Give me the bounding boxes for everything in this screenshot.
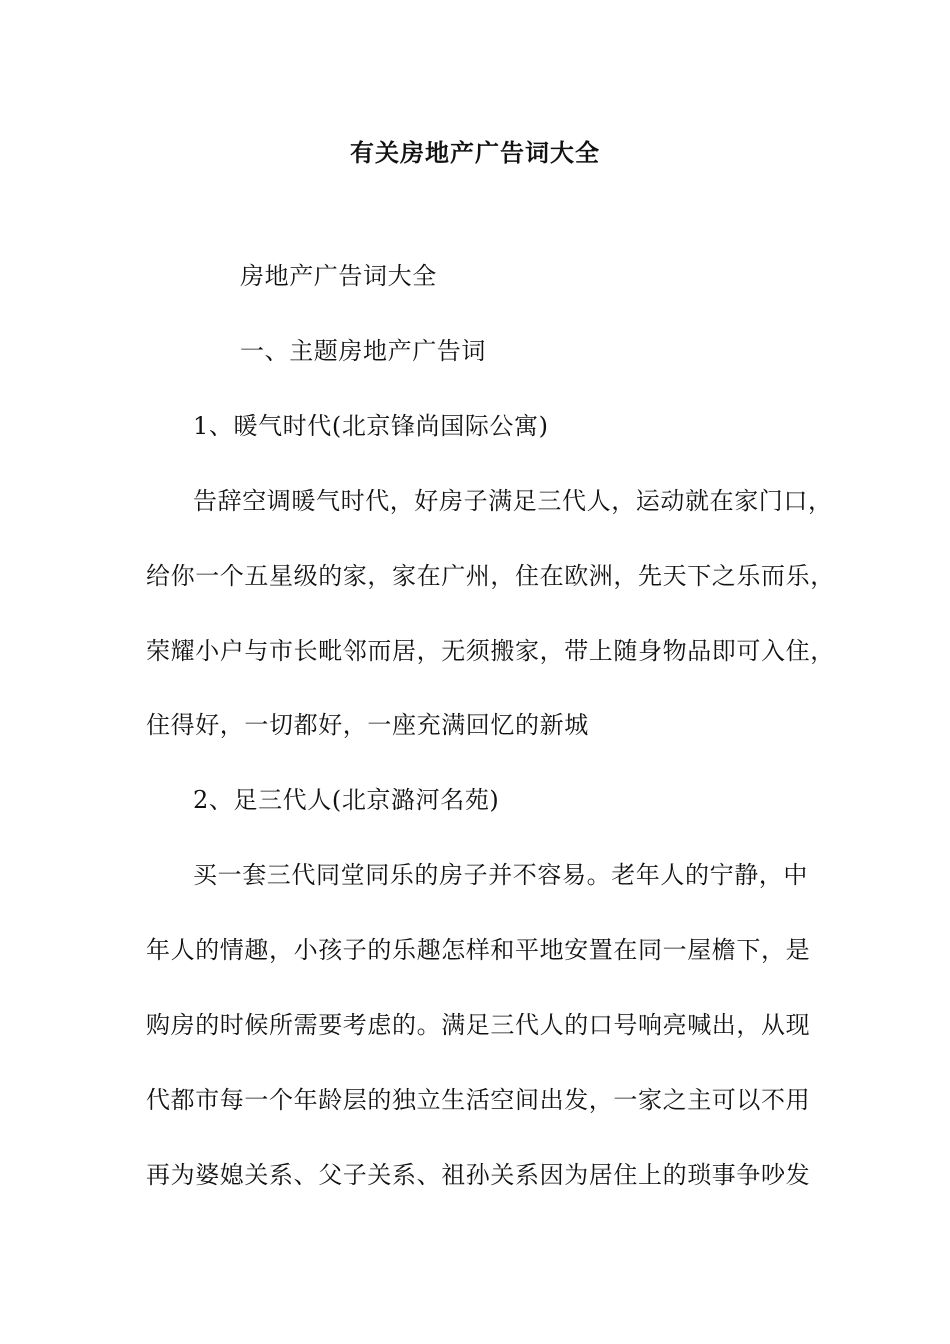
paragraph-line: 再为婆媳关系、父子关系、祖孙关系因为居住上的琐事争吵发 — [146, 1161, 811, 1189]
section-heading: 一、主题房地产广告词 — [240, 337, 486, 365]
item-heading-1: 1、暖气时代(北京锋尚国际公寓) — [193, 412, 549, 440]
paragraph-line: 荣耀小户与市长毗邻而居，无须搬家，带上随身物品即可入住， — [146, 637, 835, 665]
paragraph-line: 住得好，一切都好，一座充满回忆的新城 — [146, 711, 589, 739]
item-heading-2: 2、足三代人(北京潞河名苑) — [193, 786, 500, 814]
document-title: 有关房地产广告词大全 — [350, 138, 600, 167]
paragraph-line: 告辞空调暖气时代，好房子满足三代人，运动就在家门口， — [193, 487, 833, 515]
paragraph-line: 年人的情趣，小孩子的乐趣怎样和平地安置在同一屋檐下，是 — [146, 936, 811, 964]
paragraph-line: 代都市每一个年龄层的独立生活空间出发，一家之主可以不用 — [146, 1086, 811, 1114]
paragraph-line: 给你一个五星级的家，家在广州，住在欧洲，先天下之乐而乐， — [146, 562, 835, 590]
paragraph-line: 买一套三代同堂同乐的房子并不容易。老年人的宁静，中 — [193, 861, 808, 889]
subtitle-line: 房地产广告词大全 — [240, 262, 437, 290]
paragraph-line: 购房的时候所需要考虑的。满足三代人的口号响亮喊出，从现 — [146, 1011, 811, 1039]
